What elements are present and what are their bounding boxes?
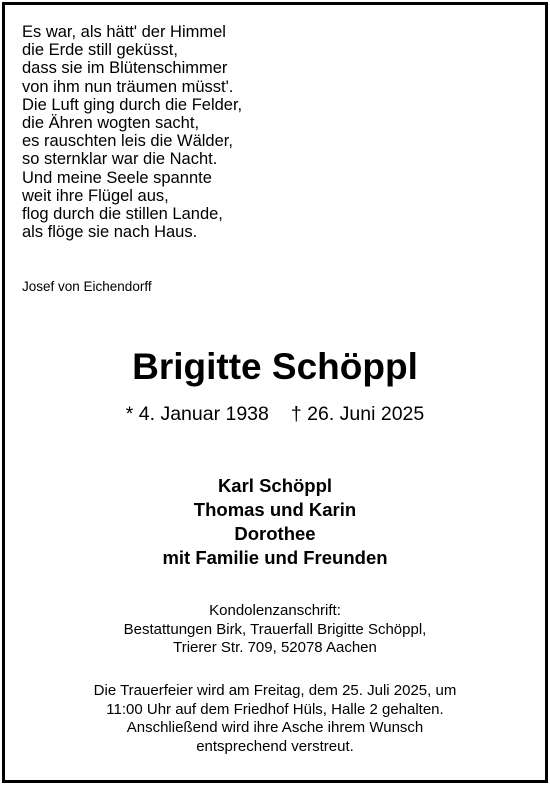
poem-line: von ihm nun träumen müsst'. <box>22 77 234 96</box>
poem-line: weit ihre Flügel aus, <box>22 186 169 205</box>
poem-line: so sternklar war die Nacht. <box>22 150 218 169</box>
condolence-line: Trierer Str. 709, 52078 Aachen <box>173 639 377 656</box>
life-dates <box>0 402 550 426</box>
poem-line: Die Luft ging durch die Felder, <box>22 95 243 114</box>
poem-line: flog durch die stillen Lande, <box>22 205 223 224</box>
deceased-name: Brigitte Schöppl <box>132 346 418 387</box>
condolence-line: Bestattungen Birk, Trauerfall Brigitte Schöppl, <box>123 620 427 638</box>
poem-line: die Erde still geküsst, <box>22 41 178 60</box>
poem-line: es rauschten leis die Wälder, <box>22 132 233 151</box>
poem-line: als flöge sie nach Haus. <box>22 223 198 242</box>
poem-line: die Ähren wogten sacht, <box>22 114 200 133</box>
family-line: Dorothee <box>234 523 316 544</box>
condolence-address <box>0 602 550 658</box>
poem-line: Es war, als hätt' der Himmel <box>22 23 226 41</box>
poem-author: Josef von Eichendorff <box>22 279 152 294</box>
poem-line: dass sie im Blütenschimmer <box>22 59 228 78</box>
poem <box>22 23 242 241</box>
funeral-line: Die Trauerfeier wird am Freitag, dem 25. Juli 2025, um <box>93 682 457 699</box>
funeral-line: entsprechend verstreut. <box>196 737 354 755</box>
death-date: † 26. Juni 2025 <box>290 403 425 425</box>
family-signature <box>0 474 550 570</box>
condolence-line: Kondolenzanschrift: <box>209 602 341 619</box>
poem-line: Und meine Seele spannte <box>22 168 212 187</box>
family-line: Thomas und Karin <box>193 499 357 520</box>
birth-date: * 4. Januar 1938 <box>125 403 269 425</box>
family-line: mit Familie und Freunden <box>162 547 388 568</box>
family-line: Karl Schöppl <box>217 475 333 496</box>
funeral-info <box>0 682 550 756</box>
funeral-line: Anschließend wird ihre Asche ihrem Wunsch <box>126 719 424 736</box>
funeral-line: 11:00 Uhr auf dem Friedhof Hüls, Halle 2 gehalten. <box>106 700 444 718</box>
